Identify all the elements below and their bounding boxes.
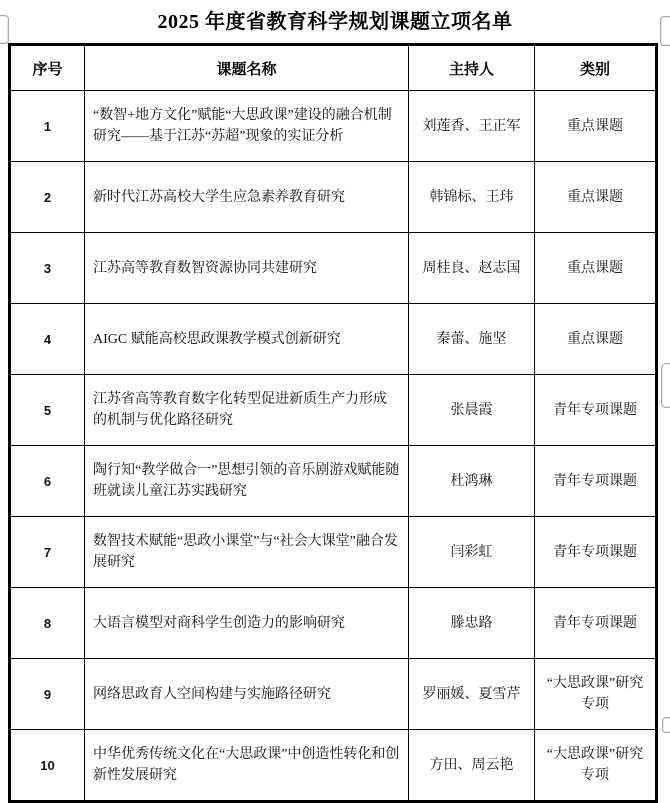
cell-title: 新时代江苏高校大学生应急素养教育研究 xyxy=(85,162,409,233)
cell-host: 杜鸿琳 xyxy=(409,446,535,517)
header-host: 主持人 xyxy=(409,45,535,91)
cell-category: “大思政课”研究专项 xyxy=(535,659,657,730)
table-row xyxy=(10,517,657,588)
table-row xyxy=(10,446,657,517)
table-row xyxy=(10,375,657,446)
table-header-row xyxy=(10,45,657,91)
table-row xyxy=(10,588,657,659)
cell-host: 秦蕾、施坚 xyxy=(409,304,535,375)
cell-category: 青年专项课题 xyxy=(535,588,657,659)
cell-host: 闫彩虹 xyxy=(409,517,535,588)
table-row xyxy=(10,162,657,233)
edge-button-top-left[interactable] xyxy=(0,15,9,44)
cell-category: 重点课题 xyxy=(535,233,657,304)
cell-host: 方田、周云艳 xyxy=(409,730,535,802)
cell-no: 5 xyxy=(10,375,85,446)
header-no: 序号 xyxy=(10,45,85,91)
cell-host: 张晨霞 xyxy=(409,375,535,446)
cell-no: 6 xyxy=(10,446,85,517)
cell-no: 9 xyxy=(10,659,85,730)
table-row xyxy=(10,91,657,162)
cell-no: 4 xyxy=(10,304,85,375)
scroll-handle-right[interactable] xyxy=(661,363,670,408)
cell-host: 滕忠路 xyxy=(409,588,535,659)
cell-no: 8 xyxy=(10,588,85,659)
cell-no: 1 xyxy=(10,91,85,162)
cell-title: 网络思政育人空间构建与实施路径研究 xyxy=(85,659,409,730)
cell-host: 刘莲香、王正军 xyxy=(409,91,535,162)
cell-title: 江苏高等教育数智资源协同共建研究 xyxy=(85,233,409,304)
cell-no: 2 xyxy=(10,162,85,233)
cell-title: “数智+地方文化”赋能“大思政课”建设的融合机制研究——基于江苏“苏超”现象的实证分析 xyxy=(85,91,409,162)
table-row xyxy=(10,304,657,375)
cell-title: 中华优秀传统文化在“大思政课”中创造性转化和创新性发展研究 xyxy=(85,730,409,802)
cell-host: 周桂良、赵志国 xyxy=(409,233,535,304)
project-table xyxy=(8,43,658,803)
cell-title: 陶行知“教学做合一”思想引领的音乐剧游戏赋能随班就读儿童江苏实践研究 xyxy=(85,446,409,517)
cell-title: AIGC 赋能高校思政课教学模式创新研究 xyxy=(85,304,409,375)
edge-button-bottom-right[interactable] xyxy=(662,717,670,733)
header-category: 类别 xyxy=(535,45,657,91)
cell-host: 罗丽媛、夏雪芹 xyxy=(409,659,535,730)
table-row xyxy=(10,659,657,730)
cell-category: “大思政课”研究专项 xyxy=(535,730,657,802)
edge-button-top-right[interactable] xyxy=(660,16,670,46)
cell-title: 江苏省高等教育数字化转型促进新质生产力形成的机制与优化路径研究 xyxy=(85,375,409,446)
page-title: 2025 年度省教育科学规划课题立项名单 xyxy=(157,11,513,33)
cell-title: 大语言模型对商科学生创造力的影响研究 xyxy=(85,588,409,659)
header-title: 课题名称 xyxy=(85,45,409,91)
cell-no: 3 xyxy=(10,233,85,304)
cell-category: 重点课题 xyxy=(535,304,657,375)
cell-category: 青年专项课题 xyxy=(535,375,657,446)
table-row xyxy=(10,730,657,802)
cell-category: 青年专项课题 xyxy=(535,517,657,588)
cell-category: 青年专项课题 xyxy=(535,446,657,517)
cell-no: 7 xyxy=(10,517,85,588)
cell-no: 10 xyxy=(10,730,85,802)
cell-title: 数智技术赋能“思政小课堂”与“社会大课堂”融合发展研究 xyxy=(85,517,409,588)
cell-host: 韩锦标、王玮 xyxy=(409,162,535,233)
cell-category: 重点课题 xyxy=(535,91,657,162)
cell-category: 重点课题 xyxy=(535,162,657,233)
table-row xyxy=(10,233,657,304)
